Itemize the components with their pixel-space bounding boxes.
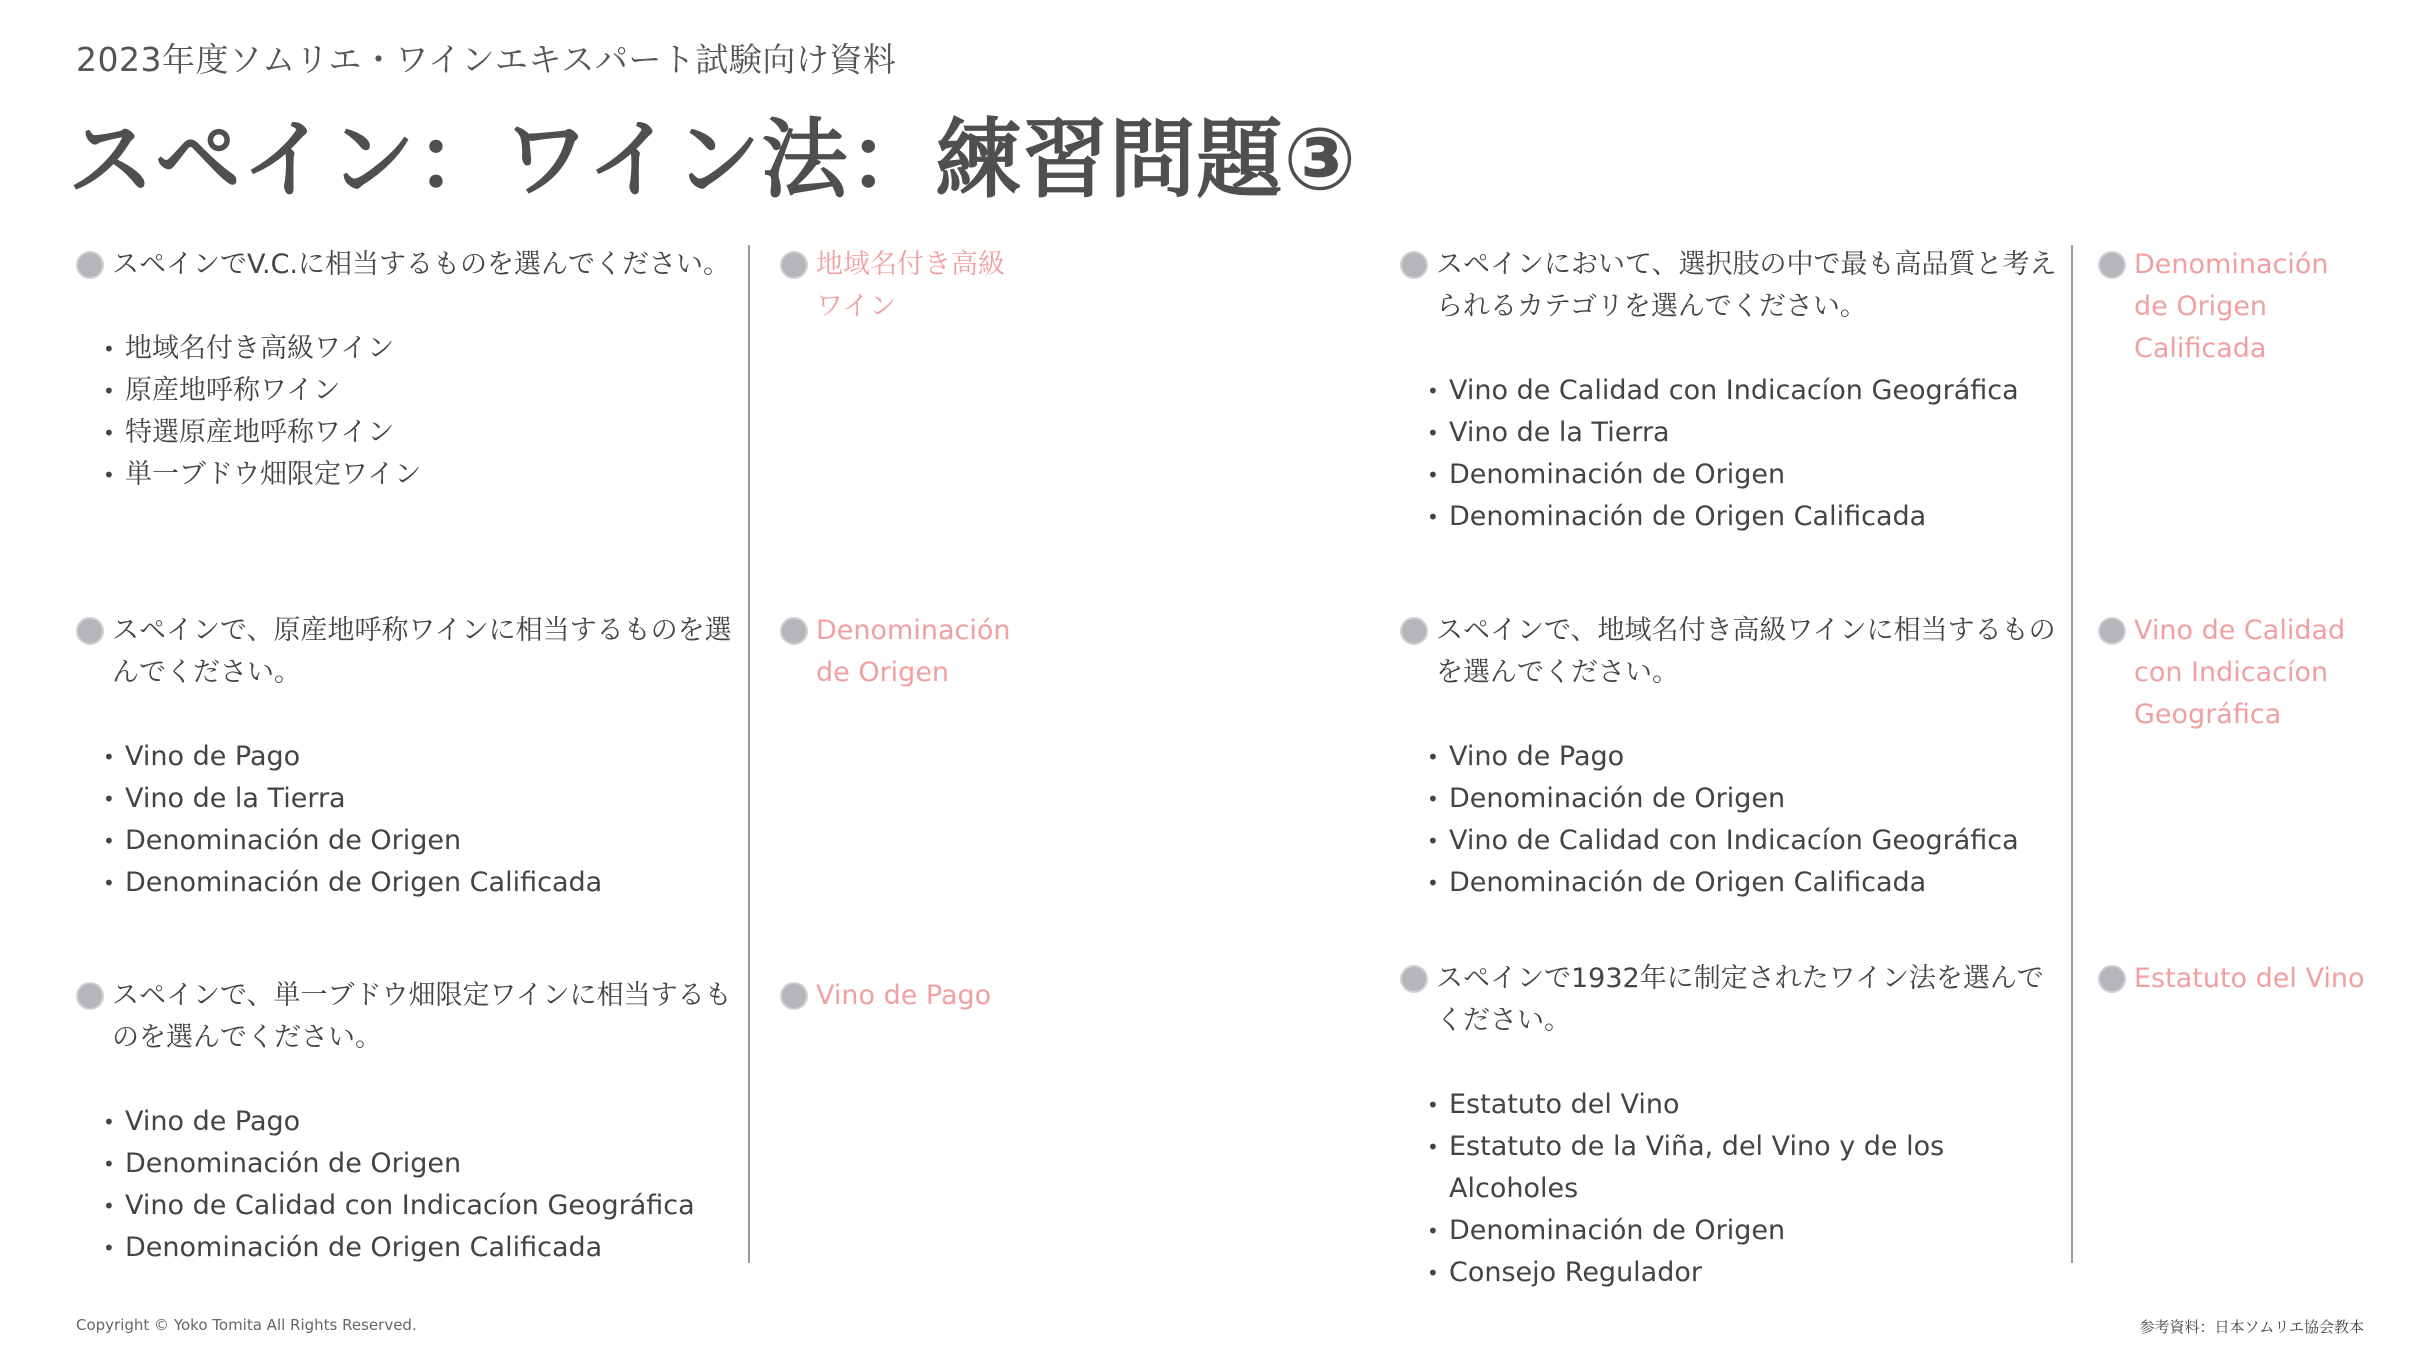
question-bullet-icon — [1400, 617, 1428, 645]
option-item: • 単一ブドウ畑限定ワイン — [103, 454, 736, 496]
question-text: スペインで1932年に制定されたワイン法を選んでください。 — [1436, 963, 2044, 1036]
option-item: • Denominación de Origen Calificada — [103, 862, 736, 904]
answer-text: Estatuto del Vino — [2134, 963, 2365, 994]
option-list — [103, 328, 736, 496]
option-item: • Consejo Regulador — [1427, 1252, 2060, 1294]
question-text: スペインで、地域名付き高級ワインに相当するものを選んでください。 — [1436, 615, 2056, 688]
answer-1 — [780, 244, 1030, 328]
option-item: • Vino de la Tierra — [103, 778, 736, 820]
option-item: • Vino de Calidad con Indicacíon Geográfica — [103, 1185, 736, 1227]
question-1 — [76, 244, 736, 496]
option-item: • Vino de Calidad con Indicacíon Geográfica — [1427, 370, 2060, 412]
question-bullet-icon — [1400, 965, 1428, 993]
option-item: • Vino de Pago — [103, 736, 736, 778]
option-item: • Vino de Calidad con Indicacíon Geográfica — [1427, 820, 2060, 862]
reference-note: 参考資料：日本ソムリエ協会教本 — [2139, 1318, 2364, 1336]
question-bullet-icon — [1400, 251, 1428, 279]
option-item: • Estatuto del Vino — [1427, 1084, 2060, 1126]
answer-bullet-icon — [2098, 251, 2126, 279]
answer-text: Vino de Pago — [816, 980, 992, 1011]
answer-bullet-icon — [780, 251, 808, 279]
question-text: スペインで、単一ブドウ畑限定ワインに相当するものを選んでください。 — [112, 980, 732, 1053]
column-divider-left — [748, 245, 750, 1263]
option-list — [1427, 1084, 2060, 1294]
option-item: • Denominación de Origen Calificada — [103, 1227, 736, 1269]
question-text: スペインで、原産地呼称ワインに相当するものを選んでください。 — [112, 615, 732, 688]
answer-2 — [780, 610, 1030, 694]
option-item: • 地域名付き高級ワイン — [103, 328, 736, 370]
option-item: • Vino de la Tierra — [1427, 412, 2060, 454]
option-list — [1427, 370, 2060, 538]
answer-bullet-icon — [2098, 965, 2126, 993]
question-6 — [1400, 958, 2060, 1294]
question-bullet-icon — [76, 982, 104, 1010]
question-bullet-icon — [76, 251, 104, 279]
answer-text: Denominación de Origen Calificada — [2134, 249, 2329, 364]
option-item: • Vino de Pago — [103, 1101, 736, 1143]
column-divider-right — [2071, 245, 2073, 1263]
option-item: • Denominación de Origen — [1427, 778, 2060, 820]
question-4 — [1400, 244, 2060, 538]
question-2 — [76, 610, 736, 904]
copyright-notice: Copyright © Yoko Tomita All Rights Reserved. — [76, 1316, 417, 1334]
answer-text: Denominación de Origen — [816, 615, 1011, 688]
option-item: • Vino de Pago — [1427, 736, 2060, 778]
answer-text: Vino de Calidad con Indicacíon Geográfica — [2134, 615, 2346, 730]
option-item: • Denominación de Origen Calificada — [1427, 862, 2060, 904]
answer-6 — [2098, 958, 2398, 1000]
option-list — [1427, 736, 2060, 904]
answer-5 — [2098, 610, 2358, 736]
option-item: • 特選原産地呼称ワイン — [103, 412, 736, 454]
answer-3 — [780, 975, 1030, 1017]
option-item: • Denominación de Origen — [1427, 1210, 2060, 1252]
option-item: • Estatuto de la Viña, del Vino y de los Alcoholes — [1427, 1126, 2060, 1210]
answer-bullet-icon — [780, 982, 808, 1010]
answer-bullet-icon — [780, 617, 808, 645]
page-title: スペイン：ワイン法：練習問題③ — [68, 110, 1358, 210]
question-5 — [1400, 610, 2060, 904]
question-bullet-icon — [76, 617, 104, 645]
question-text: スペインでV.C.に相当するものを選んでください。 — [112, 249, 731, 280]
option-list — [103, 736, 736, 904]
answer-4 — [2098, 244, 2358, 370]
answer-bullet-icon — [2098, 617, 2126, 645]
option-item: • 原産地呼称ワイン — [103, 370, 736, 412]
option-item: • Denominación de Origen — [1427, 454, 2060, 496]
question-text: スペインにおいて、選択肢の中で最も高品質と考えられるカテゴリを選んでください。 — [1436, 249, 2057, 322]
option-item: • Denominación de Origen — [103, 1143, 736, 1185]
option-item: • Denominación de Origen Calificada — [1427, 496, 2060, 538]
question-3 — [76, 975, 736, 1269]
subtitle: 2023年度ソムリエ・ワインエキスパート試験向け資料 — [76, 40, 897, 79]
answer-text: 地域名付き高級ワイン — [816, 249, 1005, 322]
option-item: • Denominación de Origen — [103, 820, 736, 862]
option-list — [103, 1101, 736, 1269]
